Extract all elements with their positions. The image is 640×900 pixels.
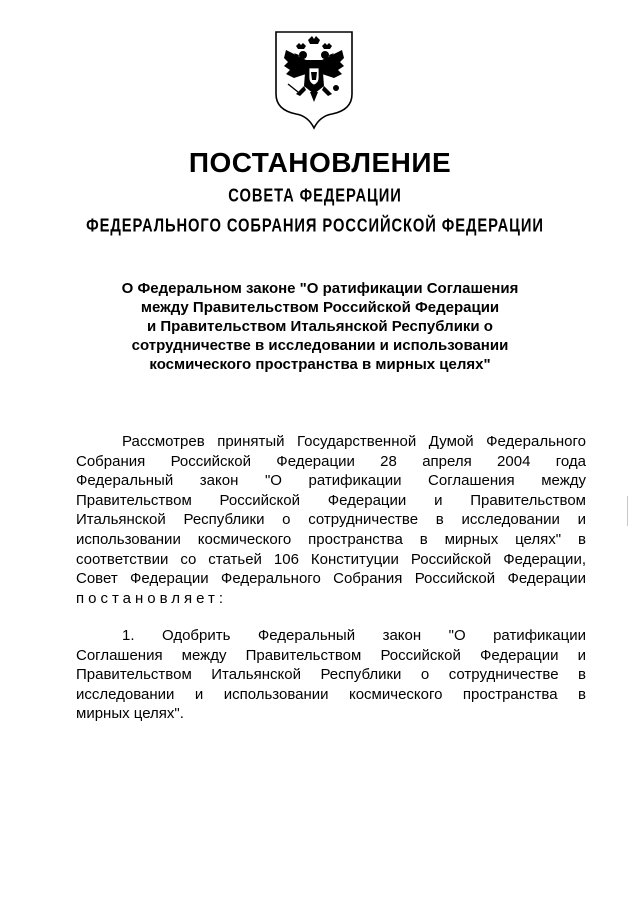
subject-line: и Правительством Итальянской Республики о <box>147 318 493 335</box>
issuer-heading-line-1: СОВЕТА ФЕДЕРАЦИИ <box>228 186 402 207</box>
preamble-line: Совет Федерации Федерального Собрания Российской Федерации <box>76 570 586 588</box>
issuer-heading-line-2: ФЕДЕРАЛЬНОГО СОБРАНИЯ РОССИЙСКОЙ ФЕДЕРАЦИИ <box>86 216 544 237</box>
preamble-paragraph <box>76 432 586 608</box>
item-line: 1. Одобрить Федеральный закон "О ратификации <box>122 627 586 644</box>
item-line: исследовании и использовании космического пространства в <box>76 685 586 703</box>
preamble-line: Федеральный закон "О ратификации Соглашения между <box>76 472 586 490</box>
subject-line: между Правительством Российской Федерации <box>140 299 500 316</box>
item-line: Соглашения между Правительством Российской Федерации и <box>76 646 586 664</box>
preamble-line: Итальянской Республики о сотрудничестве в исследовании и <box>76 511 586 529</box>
subject-line: сотрудничестве в исследовании и использовании <box>131 337 509 354</box>
coat-of-arms-icon <box>272 28 356 132</box>
subject-line: космического пространства в мирных целях" <box>149 356 491 373</box>
preamble-line: Правительством Российской Федерации и Правительством <box>76 491 586 509</box>
resolution-item-1 <box>76 626 586 724</box>
subject-line: О Федеральном законе "О ратификации Соглашения <box>121 280 519 297</box>
preamble-line: соответствии со статьей 106 Конституции Российской Федерации, <box>76 550 586 568</box>
preamble-line: Рассмотрев принятый Государственной Думой Федерального <box>122 433 586 450</box>
preamble-line: использовании космического пространства в мирных целях" в <box>76 530 586 548</box>
document-subject <box>60 279 580 374</box>
scan-edge-mark <box>627 496 628 526</box>
item-line: Правительством Итальянской Республики о сотрудничестве в <box>76 666 586 684</box>
resolves-word: постановляет: <box>76 589 228 607</box>
preamble-line: Собрания Российской Федерации 28 апреля 2004 года <box>76 452 586 470</box>
document-type-heading: ПОСТАНОВЛЕНИЕ <box>188 147 452 178</box>
item-line: мирных целях". <box>76 705 184 723</box>
